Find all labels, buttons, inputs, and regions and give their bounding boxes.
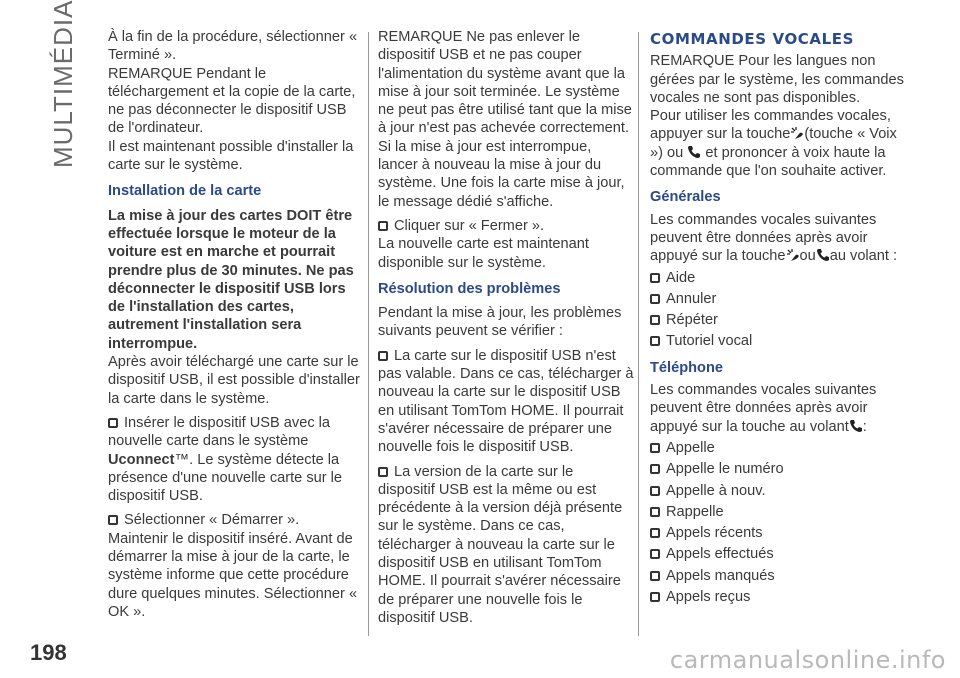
checkbox-bullet-icon	[650, 443, 660, 453]
note-paragraph: REMARQUE Pendant le téléchargement et la copie de la carte, ne pas déconnecter le dispositif USB de l'ordinateur.	[108, 65, 356, 137]
list-item: Appels récents	[650, 524, 906, 542]
paragraph: À la fin de la procédure, sélectionner « Terminé ».	[108, 29, 358, 64]
list-item: Appels reçus	[650, 588, 906, 606]
heading-installation: Installation de la carte	[108, 183, 262, 200]
checkbox-bullet-icon	[650, 464, 660, 474]
note-paragraph: REMARQUE Ne pas enlever le dispositif USB et ne pas couper l'alimentation du système avant que la mise à jour soit terminée. Le système ne peut pas être utilisé tant que la mise à jour n'est pas achevée correctement. Si la mise à jour est interrompue, lancer à nouveau la mise à jour du système. Une fois la carte mise à jour, le message dédié s'affiche.	[378, 29, 632, 210]
checkbox-bullet-icon	[650, 528, 660, 538]
column-divider	[368, 32, 369, 636]
page-number: 198	[30, 640, 67, 665]
note-paragraph: REMARQUE Pour les langues non gérées par le système, les commandes vocales ne sont pas disponibles.	[650, 53, 904, 106]
heading-phone: Téléphone	[650, 359, 723, 376]
list-item: Appels effectués	[650, 545, 906, 563]
paragraph: Il est maintenant possible d'installer la carte sur le système.	[108, 138, 354, 174]
section-title: MULTIMÉDIA	[48, 0, 78, 168]
list-item: La version de la carte sur le dispositif USB est la même ou est précédente à la version déjà présente sur le système. Dans ce cas, télécharger à nouveau la carte sur le dispositif USB en utilisant TomTom HOME. Il pourrait s'avérer nécessaire de préparer une nouvelle fois le dispositif USB.	[378, 463, 623, 626]
column-2	[378, 28, 634, 627]
list-item: Sélectionner « Démarrer ».	[108, 511, 364, 529]
checkbox-bullet-icon	[108, 515, 118, 525]
paragraph: La nouvelle carte est maintenant disponible sur le système.	[378, 236, 589, 271]
phone-icon	[816, 248, 830, 262]
phone-icon	[849, 419, 863, 433]
column-divider	[638, 32, 639, 636]
checkbox-bullet-icon	[650, 549, 660, 559]
phone-icon	[687, 145, 701, 159]
voice-command-icon	[790, 126, 804, 140]
checkbox-bullet-icon	[650, 336, 660, 346]
checkbox-bullet-icon	[650, 592, 660, 602]
heading-general: Générales	[650, 189, 721, 206]
list-item: Aide	[650, 269, 906, 287]
checkbox-bullet-icon	[650, 273, 660, 283]
list-item: Appelle le numéro	[650, 460, 906, 478]
checkbox-bullet-icon	[650, 486, 660, 496]
list-item: Appelle	[650, 439, 906, 457]
checkbox-bullet-icon	[378, 351, 388, 361]
list-item: Insérer le dispositif USB avec la nouvelle carte dans le système Uconnect™. Le système détecte la présence d'une nouvelle carte sur le dispositif USB.	[108, 414, 342, 505]
column-1	[108, 28, 364, 621]
list-item: Répéter	[650, 311, 906, 329]
heading-troubleshooting: Résolution des problèmes	[378, 280, 561, 297]
list-item: Appelle à nouv.	[650, 482, 906, 500]
paragraph: Pendant la mise à jour, les problèmes suivants peuvent se vérifier :	[378, 305, 622, 340]
voice-command-icon	[786, 248, 800, 262]
paragraph: Les commandes vocales suivantes peuvent être données après avoir appuyé sur la touche ou au volant :	[650, 211, 898, 265]
warning-paragraph: La mise à jour des cartes DOIT être effectuée lorsque le moteur de la voiture est en marche et pourrait prendre plus de 30 minutes. Ne pas déconnecter le dispositif USB lors de l'installation des cartes, autrement l'installation sera interrompue.	[108, 207, 354, 352]
paragraph: Pour utiliser les commandes vocales, appuyer sur la touche (touche « Voix ») ou et prononcer à voix haute la commande que l'on souhaite activer.	[650, 108, 897, 180]
list-item: La carte sur le dispositif USB n'est pas valable. Dans ce cas, télécharger à nouveau la carte sur le dispositif USB en utilisant TomTom HOME. Il pourrait s'avérer nécessaire de préparer une nouvelle fois le dispositif USB.	[378, 347, 634, 456]
column-3	[650, 28, 906, 606]
list-item: Cliquer sur « Fermer ».	[378, 217, 634, 235]
paragraph: Après avoir téléchargé une carte sur le dispositif USB, il est possible d'installer la carte dans le système.	[108, 354, 360, 407]
checkbox-bullet-icon	[108, 418, 118, 428]
list-item: Tutoriel vocal	[650, 332, 906, 350]
paragraph: Maintenir le dispositif inséré. Avant de démarrer la mise à jour de la carte, le système informe que cette procédure dure quelques minutes. Sélectionner « OK ».	[108, 530, 358, 620]
watermark: carmanualsonline.info	[669, 646, 946, 674]
checkbox-bullet-icon	[650, 315, 660, 325]
checkbox-bullet-icon	[650, 294, 660, 304]
list-item: Rappelle	[650, 503, 906, 521]
heading-voice-commands: COMMANDES VOCALES	[650, 30, 855, 48]
checkbox-bullet-icon	[650, 571, 660, 581]
checkbox-bullet-icon	[378, 221, 388, 231]
paragraph: Les commandes vocales suivantes peuvent être données après avoir appuyé sur la touche au volant :	[650, 382, 877, 435]
list-item: Annuler	[650, 290, 906, 308]
checkbox-bullet-icon	[650, 507, 660, 517]
list-item: Appels manqués	[650, 567, 906, 585]
brand-name: Uconnect	[108, 451, 175, 468]
checkbox-bullet-icon	[378, 467, 388, 477]
